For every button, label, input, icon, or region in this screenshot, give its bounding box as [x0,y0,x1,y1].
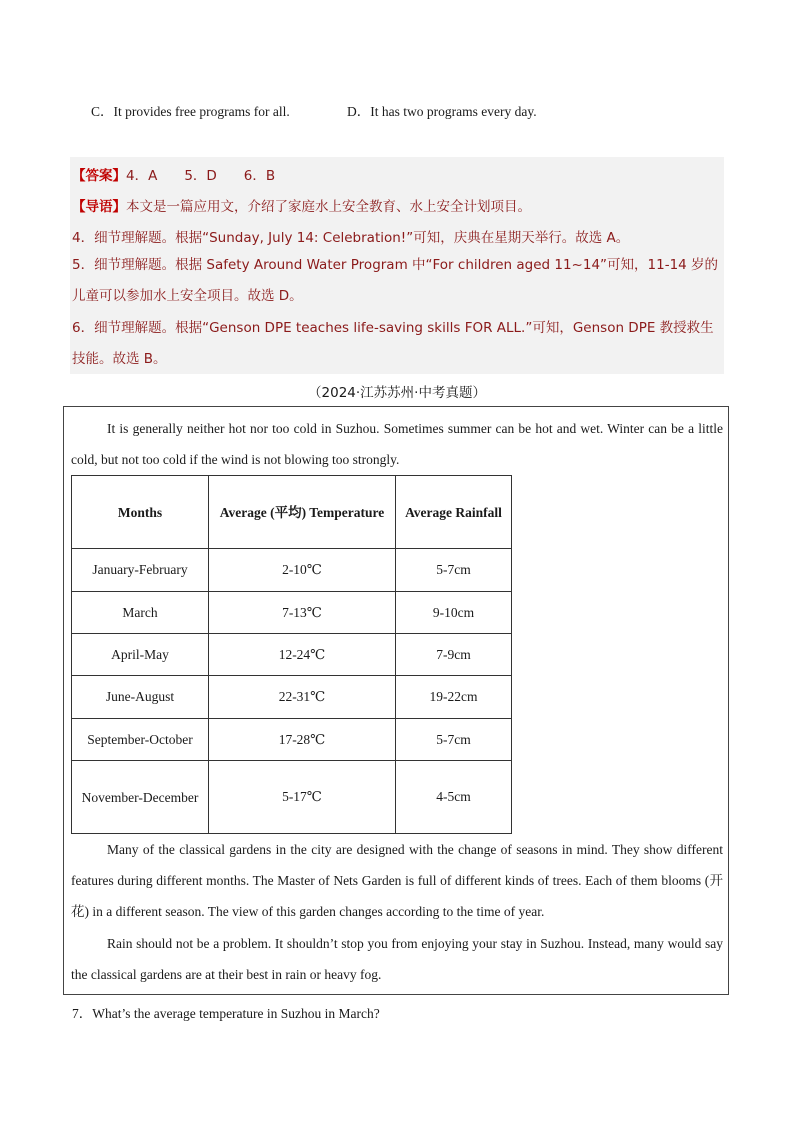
explanation-6: 6．细节理解题。根据“Genson DPE teaches life-saving skills FOR ALL.”可知，Genson DPE 教授救生技能。故选 B。 [72,320,714,367]
cell-rainfall: 7-9cm [396,634,512,676]
table-row [72,676,512,719]
header-rainfall: Average Rainfall [396,476,512,549]
cell-temperature: 7-13℃ [209,592,396,634]
cell-rainfall: 4-5cm [396,761,512,834]
table-row [72,719,512,761]
cell-temperature: 22-31℃ [209,676,396,719]
answer-tag: 【答案】 [72,168,126,184]
weather-table [71,475,512,834]
guide-line [72,195,531,215]
question-7: 7．What’s the average temperature in Suzhou in March? [72,1006,380,1021]
passage-paragraph-3: Rain should not be a problem. It shouldn’t stop you from enjoying your stay in Suzhou. Instead, many would say the classical gardens are at their best in rain or heavy fog. [71,936,723,982]
answer-key [72,164,275,184]
table-row [72,549,512,592]
explanation-4: 4．细节理解题。根据“Sunday, July 14: Celebration!”可知，庆典在星期天举行。故选 A。 [72,230,630,246]
option-c: C．It provides free programs for all. [91,104,290,119]
cell-month: January-February [72,549,209,592]
cell-rainfall: 9-10cm [396,592,512,634]
cell-temperature: 2-10℃ [209,549,396,592]
cell-temperature: 17-28℃ [209,719,396,761]
cell-rainfall: 5-7cm [396,719,512,761]
header-temperature: Average (平均) Temperature [209,476,396,549]
cell-month: April-May [72,634,209,676]
cell-temperature: 5-17℃ [209,761,396,834]
header-months: Months [72,476,209,549]
cell-rainfall: 19-22cm [396,676,512,719]
passage-paragraph-1: It is generally neither hot nor too cold in Suzhou. Sometimes summer can be hot and wet. Winter can be a little cold, but not too cold if the wind is not blowing too strongly. [71,421,723,467]
passage-paragraph-2: Many of the classical gardens in the city are designed with the change of seasons in mind. They show different features during different months. The Master of Nets Garden is full of different kinds of trees. Each of them blooms (开花) in a different season. The view of this garden changes according to the time of year. [71,842,723,919]
table-header-row [72,476,512,549]
option-d: D．It has two programs every day. [347,104,537,119]
table-row [72,634,512,676]
answer-key-text: 4．A 5．D 6．B [126,168,276,184]
guide-text: 本文是一篇应用文，介绍了家庭水上安全教育、水上安全计划项目。 [126,199,531,215]
explanation-5: 5．细节理解题。根据 Safety Around Water Program 中“For children aged 11~14”可知，11-14 岁的儿童可以参加水上安全项目。故选 D。 [72,257,719,304]
cell-month: November-December [72,761,209,834]
cell-rainfall: 5-7cm [396,549,512,592]
cell-month: March [72,592,209,634]
cell-month: September-October [72,719,209,761]
question-source: （2024·江苏苏州·中考真题） [308,385,486,401]
cell-temperature: 12-24℃ [209,634,396,676]
guide-tag: 【导语】 [72,199,126,215]
table-row [72,761,512,834]
table-row [72,592,512,634]
cell-month: June-August [72,676,209,719]
